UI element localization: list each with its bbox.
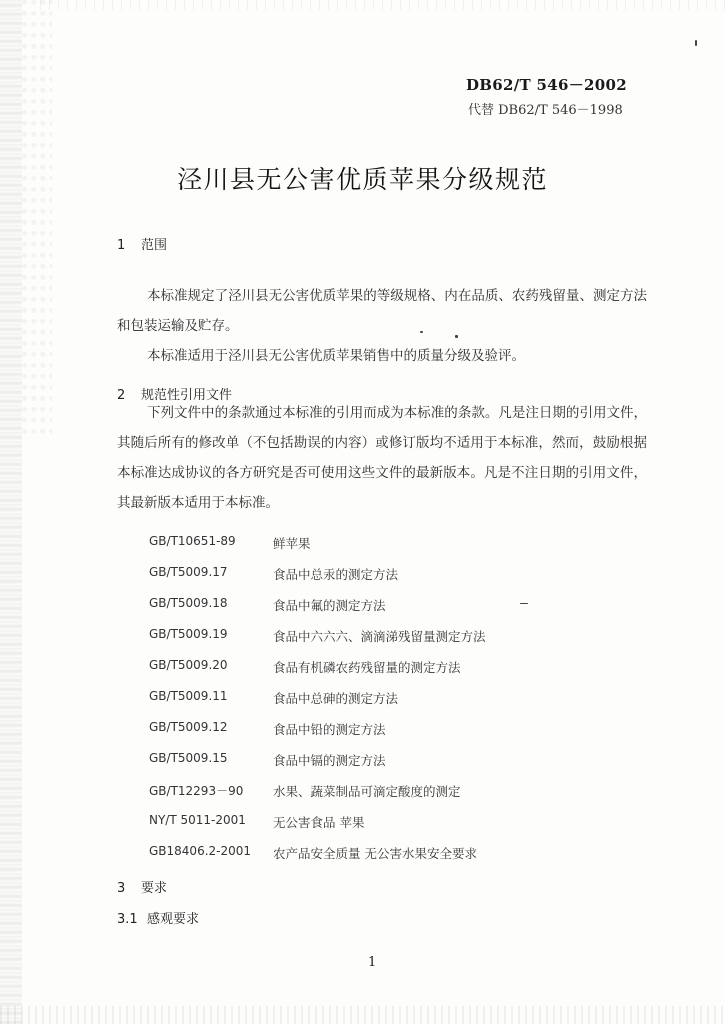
reference-item bbox=[149, 658, 569, 689]
document-title: 泾川县无公害优质苹果分级规范 bbox=[176, 165, 548, 194]
scope-paragraph-2: 本标准适用于泾川县无公害优质苹果销售中的质量分级及验评。 bbox=[147, 348, 525, 364]
section-title: 感观要求 bbox=[147, 912, 200, 927]
reference-code: GB/T5009.12 bbox=[149, 720, 228, 734]
reference-code: NY/T 5011-2001 bbox=[149, 813, 246, 827]
reference-code: GB/T5009.18 bbox=[149, 596, 228, 610]
reference-item bbox=[149, 627, 569, 658]
reference-title: 食品有机磷农药残留量的测定方法 bbox=[273, 660, 461, 675]
scan-noise-left bbox=[0, 0, 22, 1024]
section-heading-sensory bbox=[117, 908, 199, 927]
reference-code: GB/T5009.15 bbox=[149, 751, 228, 765]
reference-item bbox=[149, 813, 569, 844]
reference-title: 食品中氟的测定方法 bbox=[273, 598, 386, 613]
section-number: 3.1 bbox=[117, 912, 138, 927]
scan-speck bbox=[420, 331, 423, 333]
reference-code: GB/T5009.17 bbox=[149, 565, 228, 579]
reference-code: GB/T5009.11 bbox=[149, 689, 228, 703]
standard-code: DB62/T 546－2002 bbox=[466, 76, 627, 94]
reference-title: 食品中总汞的测定方法 bbox=[273, 567, 399, 582]
scan-speck bbox=[695, 40, 697, 46]
reference-item bbox=[149, 844, 569, 875]
section-number: 3 bbox=[117, 881, 126, 896]
reference-item bbox=[149, 596, 569, 627]
reference-title: 无公害食品 苹果 bbox=[273, 815, 365, 830]
reference-code: GB/T10651-89 bbox=[149, 534, 236, 548]
reference-item bbox=[149, 534, 569, 565]
reference-item bbox=[149, 720, 569, 751]
scan-noise-bottom bbox=[0, 1006, 725, 1024]
reference-code: GB/T5009.20 bbox=[149, 658, 228, 672]
reference-item bbox=[149, 751, 569, 782]
scan-noise-top bbox=[40, 0, 725, 10]
section-title: 规范性引用文件 bbox=[141, 388, 233, 403]
section-heading-scope bbox=[117, 234, 167, 253]
scan-noise-left-dots bbox=[22, 0, 52, 440]
section-heading-requirements bbox=[117, 877, 167, 896]
reference-item bbox=[149, 782, 569, 813]
reference-code: GB/T5009.19 bbox=[149, 627, 228, 641]
reference-title: 食品中铅的测定方法 bbox=[273, 722, 386, 737]
reference-title: 食品中六六六、滴滴涕残留量测定方法 bbox=[273, 629, 486, 644]
reference-title: 水果、蔬菜制品可滴定酸度的测定 bbox=[273, 784, 461, 799]
section-number: 1 bbox=[117, 238, 126, 253]
page-number: 1 bbox=[368, 955, 377, 970]
reference-title: 鲜苹果 bbox=[273, 536, 311, 551]
reference-title: 食品中镉的测定方法 bbox=[273, 753, 386, 768]
scan-speck bbox=[520, 603, 528, 604]
section-title: 范围 bbox=[141, 238, 168, 253]
reference-item bbox=[149, 565, 569, 596]
reference-title: 食品中总砷的测定方法 bbox=[273, 691, 399, 706]
reference-list bbox=[149, 534, 569, 875]
standard-replaces: 代替 DB62/T 546－1998 bbox=[468, 103, 623, 118]
scope-paragraph-1: 本标准规定了泾川县无公害优质苹果的等级规格、内在品质、农药残留量、测定方法和包装运输及贮存。 bbox=[117, 288, 647, 334]
reference-title: 农产品安全质量 无公害水果安全要求 bbox=[273, 846, 477, 861]
reference-code: GB/T12293－90 bbox=[149, 784, 244, 798]
reference-code: GB18406.2-2001 bbox=[149, 844, 252, 858]
scan-speck bbox=[455, 335, 458, 338]
section-title: 要求 bbox=[141, 881, 168, 896]
section-number: 2 bbox=[117, 388, 126, 403]
references-paragraph: 下列文件中的条款通过本标准的引用而成为本标准的条款。凡是注日期的引用文件，其随后所有的修改单（不包括勘误的内容）或修订版均不适用于本标准，然而，鼓励根据本标准达成协议的各方研究是否可使用这些文件的最新版本。凡是不注日期的引用文件，其最新版本适用于本标准。 bbox=[117, 405, 647, 511]
reference-item bbox=[149, 689, 569, 720]
